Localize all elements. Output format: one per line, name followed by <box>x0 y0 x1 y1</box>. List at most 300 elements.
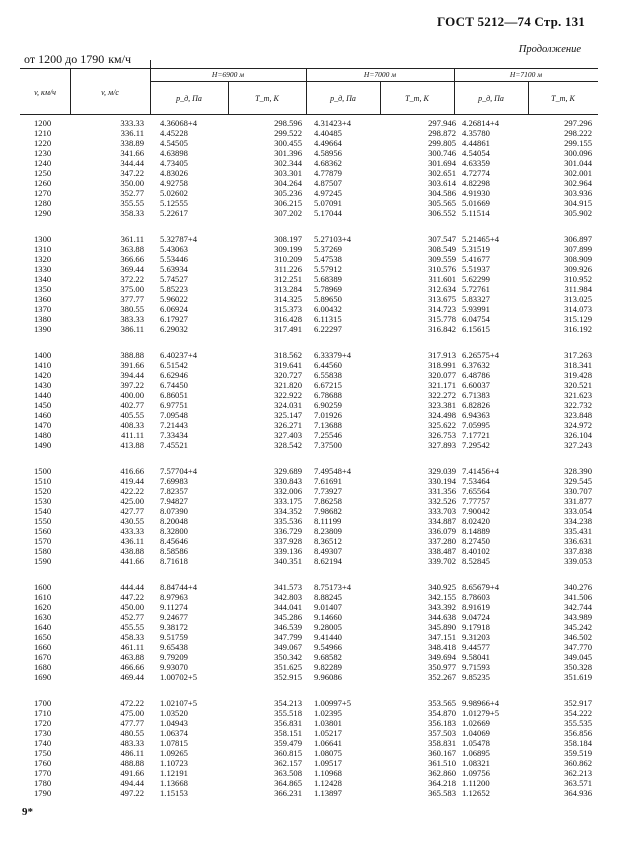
cell-p-7000: 9.54966 <box>314 642 342 652</box>
cell-p-7000: 1.00997+5 <box>314 698 352 708</box>
cell-v-ms: 472.22 <box>120 698 144 708</box>
cell-t-6900: 359.479 <box>274 738 302 748</box>
cell-p-7000: 7.13688 <box>314 420 342 430</box>
cell-t-7000: 353.565 <box>428 698 456 708</box>
cell-t-7000: 301.694 <box>428 158 456 168</box>
cell-t-7100: 318.341 <box>564 360 592 370</box>
cell-t-7000: 309.559 <box>428 254 456 264</box>
table-row <box>20 234 598 244</box>
cell-t-6900: 346.539 <box>274 622 302 632</box>
cell-v-kmh: 1400 <box>34 350 52 360</box>
cell-p-6900: 7.69983 <box>160 476 188 486</box>
cell-v-ms: 366.66 <box>120 254 144 264</box>
cell-v-kmh: 1280 <box>34 198 52 208</box>
cell-v-kmh: 1620 <box>34 602 52 612</box>
cell-p-7100: 4.26814+4 <box>462 118 500 128</box>
cell-p-6900: 7.94827 <box>160 496 188 506</box>
cell-t-7000: 339.702 <box>428 556 456 566</box>
cell-v-kmh: 1730 <box>34 728 52 738</box>
cell-p-6900: 8.97963 <box>160 592 188 602</box>
cell-p-7100: 5.72761 <box>462 284 490 294</box>
cell-t-7000: 308.549 <box>428 244 456 254</box>
cell-t-6900: 306.215 <box>274 198 302 208</box>
cell-p-6900: 8.20048 <box>160 516 188 526</box>
cell-p-7000: 5.07091 <box>314 198 342 208</box>
cell-p-6900: 1.02107+5 <box>160 698 198 708</box>
cell-v-ms: 411.11 <box>121 430 144 440</box>
cell-p-7100: 5.41677 <box>462 254 490 264</box>
cell-v-kmh: 1690 <box>34 672 52 682</box>
cell-p-7100: 5.83327 <box>462 294 490 304</box>
cell-p-7100: 7.29542 <box>462 440 490 450</box>
cell-v-kmh: 1520 <box>34 486 52 496</box>
cell-p-7000: 6.90259 <box>314 400 342 410</box>
cell-t-7000: 334.887 <box>428 516 456 526</box>
cell-p-7100: 5.01669 <box>462 198 490 208</box>
cell-t-7000: 343.392 <box>428 602 456 612</box>
cell-p-6900: 5.32787+4 <box>160 234 198 244</box>
cell-t-7000: 352.267 <box>428 672 456 682</box>
cell-v-ms: 344.44 <box>120 158 144 168</box>
cell-t-7100: 307.899 <box>564 244 592 254</box>
cell-v-ms: 469.44 <box>120 672 144 682</box>
cell-t-6900: 302.344 <box>274 158 302 168</box>
cell-p-7100: 7.77757 <box>462 496 490 506</box>
cell-t-6900: 345.286 <box>274 612 302 622</box>
cell-t-7100: 334.238 <box>564 516 592 526</box>
speed-range-label <box>24 52 131 67</box>
table-row <box>20 410 598 420</box>
cell-p-7100: 9.44577 <box>462 642 490 652</box>
cell-p-7100: 9.31203 <box>462 632 490 642</box>
cell-t-6900: 313.284 <box>274 284 302 294</box>
cell-t-7100: 345.242 <box>564 622 592 632</box>
cell-p-7000: 6.78688 <box>314 390 342 400</box>
cell-t-7100: 360.862 <box>564 758 592 768</box>
cell-p-7000: 5.57912 <box>314 264 342 274</box>
cell-t-7000: 347.151 <box>428 632 456 642</box>
cell-p-6900: 5.02602 <box>160 188 188 198</box>
cell-v-ms: 369.44 <box>120 264 144 274</box>
cell-v-kmh: 1370 <box>34 304 52 314</box>
cell-v-ms: 352.77 <box>120 188 144 198</box>
cell-p-7100: 8.02420 <box>462 516 490 526</box>
cell-t-6900: 342.803 <box>274 592 302 602</box>
cell-p-7100: 7.05995 <box>462 420 490 430</box>
cell-p-6900: 7.09548 <box>160 410 188 420</box>
cell-v-ms: 430.55 <box>120 516 144 526</box>
table-row <box>20 602 598 612</box>
cell-v-kmh: 1250 <box>34 168 52 178</box>
cell-p-6900: 5.96022 <box>160 294 188 304</box>
cell-t-6900: 363.508 <box>274 768 302 778</box>
cell-t-6900: 355.518 <box>274 708 302 718</box>
cell-t-7000: 313.675 <box>428 294 456 304</box>
cell-p-6900: 7.45521 <box>160 440 188 450</box>
cell-v-kmh: 1320 <box>34 254 52 264</box>
cell-v-ms: 380.55 <box>120 304 144 314</box>
cell-v-ms: 333.33 <box>120 118 144 128</box>
cell-t-7100: 342.744 <box>564 602 592 612</box>
cell-t-6900: 334.352 <box>274 506 302 516</box>
cell-t-6900: 298.596 <box>274 118 302 128</box>
cell-t-7000: 336.079 <box>428 526 456 536</box>
col-header-p2: p_д, Па <box>330 94 356 103</box>
cell-v-ms: 486.11 <box>120 748 144 758</box>
table-row <box>20 118 598 128</box>
cell-t-7000: 329.039 <box>428 466 456 476</box>
cell-p-7100: 1.04069 <box>462 728 490 738</box>
cell-v-ms: 347.22 <box>120 168 144 178</box>
cell-p-7000: 1.05217 <box>314 728 342 738</box>
cell-p-7100: 9.17918 <box>462 622 490 632</box>
cell-v-ms: 413.88 <box>120 440 144 450</box>
table-row <box>20 536 598 546</box>
cell-p-7000: 5.27103+4 <box>314 234 352 244</box>
subheader-rule <box>150 81 598 82</box>
cell-p-7100: 1.11200 <box>462 778 490 788</box>
cell-t-7000: 307.547 <box>428 234 456 244</box>
cell-p-6900: 8.07390 <box>160 506 188 516</box>
cell-t-7100: 322.732 <box>564 400 592 410</box>
cell-p-7000: 4.58956 <box>314 148 342 158</box>
cell-p-6900: 7.33434 <box>160 430 188 440</box>
cell-v-kmh: 1780 <box>34 778 52 788</box>
cell-p-6900: 7.21443 <box>160 420 188 430</box>
cell-v-kmh: 1530 <box>34 496 52 506</box>
cell-v-kmh: 1650 <box>34 632 52 642</box>
cell-t-7000: 304.586 <box>428 188 456 198</box>
cell-p-6900: 6.62946 <box>160 370 188 380</box>
cell-p-7100: 4.72774 <box>462 168 490 178</box>
cell-p-7100: 1.01279+5 <box>462 708 500 718</box>
cell-t-7000: 310.576 <box>428 264 456 274</box>
cell-v-ms: 477.77 <box>120 718 144 728</box>
cell-t-7000: 332.526 <box>428 496 456 506</box>
table-row <box>20 274 598 284</box>
cell-t-6900: 339.136 <box>274 546 302 556</box>
cell-v-ms: 497.22 <box>120 788 144 798</box>
cell-t-7100: 297.296 <box>564 118 592 128</box>
cell-v-kmh: 1200 <box>34 118 52 128</box>
cell-t-7000: 324.498 <box>428 410 456 420</box>
cell-t-7000: 326.753 <box>428 430 456 440</box>
cell-p-6900: 1.03520 <box>160 708 188 718</box>
cell-p-7000: 6.22297 <box>314 324 342 334</box>
cell-t-6900: 319.641 <box>274 360 302 370</box>
col-group-h1: H=6900 м <box>211 70 245 79</box>
cell-t-7000: 299.805 <box>428 138 456 148</box>
cell-p-7000: 6.11315 <box>314 314 342 324</box>
cell-t-6900: 350.342 <box>274 652 302 662</box>
cell-p-7000: 8.75173+4 <box>314 582 352 592</box>
table-row <box>20 440 598 450</box>
cell-t-7000: 333.703 <box>428 506 456 516</box>
cell-t-6900: 329.689 <box>274 466 302 476</box>
cell-t-6900: 304.264 <box>274 178 302 188</box>
cell-v-ms: 355.55 <box>120 198 144 208</box>
cell-v-kmh: 1220 <box>34 138 52 148</box>
col-header-p3: p_д, Па <box>478 94 504 103</box>
cell-v-ms: 452.77 <box>120 612 144 622</box>
cell-t-7000: 318.991 <box>428 360 456 370</box>
cell-p-7000: 7.01926 <box>314 410 342 420</box>
cell-p-7100: 4.54054 <box>462 148 490 158</box>
cell-t-7100: 346.502 <box>564 632 592 642</box>
cell-t-7000: 330.194 <box>428 476 456 486</box>
table-row <box>20 284 598 294</box>
cell-v-kmh: 1480 <box>34 430 52 440</box>
cell-t-7100: 317.263 <box>564 350 592 360</box>
cell-t-7100: 320.521 <box>564 380 592 390</box>
cell-p-7000: 4.97245 <box>314 188 342 198</box>
cell-t-7100: 331.877 <box>564 496 592 506</box>
table-row <box>20 314 598 324</box>
cell-p-6900: 6.97751 <box>160 400 188 410</box>
cell-p-7100: 1.02669 <box>462 718 490 728</box>
cell-t-7000: 325.622 <box>428 420 456 430</box>
cell-t-7000: 305.565 <box>428 198 456 208</box>
cell-v-ms: 338.89 <box>120 138 144 148</box>
table-row <box>20 642 598 652</box>
cell-t-7100: 355.535 <box>564 718 592 728</box>
cell-v-kmh: 1700 <box>34 698 52 708</box>
cell-t-6900: 344.041 <box>274 602 302 612</box>
cell-t-6900: 341.573 <box>274 582 302 592</box>
cell-t-7000: 316.842 <box>428 324 456 334</box>
cell-p-6900: 8.84744+4 <box>160 582 198 592</box>
col-divider <box>150 60 151 114</box>
table-row <box>20 506 598 516</box>
cell-t-7100: 352.917 <box>564 698 592 708</box>
cell-p-6900: 1.00702+5 <box>160 672 198 682</box>
cell-t-6900: 330.843 <box>274 476 302 486</box>
cell-p-7100: 5.93991 <box>462 304 490 314</box>
cell-p-7100: 9.85235 <box>462 672 490 682</box>
cell-p-7000: 9.28005 <box>314 622 342 632</box>
cell-p-7100: 1.12652 <box>462 788 490 798</box>
cell-t-7100: 351.619 <box>564 672 592 682</box>
cell-t-7100: 310.952 <box>564 274 592 284</box>
cell-t-7000: 327.893 <box>428 440 456 450</box>
cell-v-kmh: 1430 <box>34 380 52 390</box>
cell-v-kmh: 1630 <box>34 612 52 622</box>
cell-t-7000: 348.418 <box>428 642 456 652</box>
cell-p-7100: 8.52845 <box>462 556 490 566</box>
cell-t-7000: 297.946 <box>428 118 456 128</box>
cell-t-6900: 352.915 <box>274 672 302 682</box>
cell-t-6900: 318.562 <box>274 350 302 360</box>
cell-p-7000: 1.02395 <box>314 708 342 718</box>
cell-v-kmh: 1710 <box>34 708 52 718</box>
cell-v-kmh: 1540 <box>34 506 52 516</box>
table-row <box>20 662 598 672</box>
cell-p-7000: 7.73927 <box>314 486 342 496</box>
cell-t-7100: 337.838 <box>564 546 592 556</box>
table-row <box>20 360 598 370</box>
cell-p-7100: 6.94363 <box>462 410 490 420</box>
cell-t-7100: 330.707 <box>564 486 592 496</box>
table-row <box>20 198 598 208</box>
cell-p-7000: 5.68389 <box>314 274 342 284</box>
cell-v-kmh: 1640 <box>34 622 52 632</box>
cell-p-7100: 6.48786 <box>462 370 490 380</box>
cell-t-6900: 332.006 <box>274 486 302 496</box>
cell-v-kmh: 1490 <box>34 440 52 450</box>
cell-t-7100: 308.909 <box>564 254 592 264</box>
cell-t-7100: 328.390 <box>564 466 592 476</box>
cell-v-ms: 422.22 <box>120 486 144 496</box>
table-row <box>20 244 598 254</box>
cell-t-7000: 320.077 <box>428 370 456 380</box>
cell-p-7100: 8.91619 <box>462 602 490 612</box>
cell-p-6900: 8.45646 <box>160 536 188 546</box>
cell-p-7000: 1.09517 <box>314 758 342 768</box>
cell-t-6900: 300.455 <box>274 138 302 148</box>
cell-v-ms: 350.00 <box>120 178 144 188</box>
cell-v-kmh: 1550 <box>34 516 52 526</box>
speed-range-unit: км/ч <box>108 52 131 66</box>
cell-p-7000: 7.86258 <box>314 496 342 506</box>
cell-p-7000: 6.55838 <box>314 370 342 380</box>
cell-t-7100: 300.096 <box>564 148 592 158</box>
cell-v-ms: 483.33 <box>120 738 144 748</box>
cell-t-7100: 347.770 <box>564 642 592 652</box>
cell-t-7000: 331.356 <box>428 486 456 496</box>
cell-t-7000: 358.831 <box>428 738 456 748</box>
cell-p-7100: 5.31519 <box>462 244 490 254</box>
cell-t-6900: 309.199 <box>274 244 302 254</box>
cell-t-7100: 343.989 <box>564 612 592 622</box>
cell-v-ms: 480.55 <box>120 728 144 738</box>
cell-p-6900: 7.57704+4 <box>160 466 198 476</box>
cell-t-6900: 366.231 <box>274 788 302 798</box>
table-row <box>20 486 598 496</box>
cell-p-7100: 4.82298 <box>462 178 490 188</box>
cell-t-6900: 322.922 <box>274 390 302 400</box>
cell-v-ms: 475.00 <box>120 708 144 718</box>
cell-t-7000: 340.925 <box>428 582 456 592</box>
cell-p-7000: 8.23809 <box>314 526 342 536</box>
table-row <box>20 158 598 168</box>
cell-v-ms: 397.22 <box>120 380 144 390</box>
table-row <box>20 380 598 390</box>
cell-p-7100: 7.17721 <box>462 430 490 440</box>
cell-p-6900: 9.24677 <box>160 612 188 622</box>
cell-p-7100: 1.05478 <box>462 738 490 748</box>
cell-t-7000: 302.651 <box>428 168 456 178</box>
cell-p-7100: 9.58041 <box>462 652 490 662</box>
cell-v-kmh: 1390 <box>34 324 52 334</box>
cell-t-6900: 349.067 <box>274 642 302 652</box>
cell-t-6900: 305.236 <box>274 188 302 198</box>
cell-p-7000: 5.17044 <box>314 208 342 218</box>
cell-p-7100: 1.09756 <box>462 768 490 778</box>
cell-v-ms: 466.66 <box>120 662 144 672</box>
cell-t-7000: 306.552 <box>428 208 456 218</box>
cell-t-7000: 344.638 <box>428 612 456 622</box>
cell-p-7000: 4.87507 <box>314 178 342 188</box>
cell-v-kmh: 1610 <box>34 592 52 602</box>
cell-v-ms: 433.33 <box>120 526 144 536</box>
cell-v-kmh: 1290 <box>34 208 52 218</box>
cell-t-7100: 339.053 <box>564 556 592 566</box>
cell-v-ms: 388.88 <box>120 350 144 360</box>
cell-v-kmh: 1500 <box>34 466 52 476</box>
cell-p-7000: 9.82289 <box>314 662 342 672</box>
cell-t-7000: 298.872 <box>428 128 456 138</box>
cell-t-7100: 303.936 <box>564 188 592 198</box>
cell-t-6900: 307.202 <box>274 208 302 218</box>
table-row <box>20 582 598 592</box>
cell-v-ms: 450.00 <box>120 602 144 612</box>
table-row <box>20 748 598 758</box>
cell-t-6900: 303.301 <box>274 168 302 178</box>
cell-p-6900: 1.09265 <box>160 748 188 758</box>
cell-t-7100: 321.623 <box>564 390 592 400</box>
cell-p-7100: 7.90042 <box>462 506 490 516</box>
cell-v-kmh: 1590 <box>34 556 52 566</box>
cell-t-7000: 337.280 <box>428 536 456 546</box>
cell-p-7100: 4.91930 <box>462 188 490 198</box>
cell-t-6900: 317.491 <box>274 324 302 334</box>
cell-v-kmh: 1570 <box>34 536 52 546</box>
table-row <box>20 466 598 476</box>
cell-t-7100: 302.964 <box>564 178 592 188</box>
cell-v-ms: 494.44 <box>120 778 144 788</box>
table-row <box>20 622 598 632</box>
cell-p-7100: 9.98966+4 <box>462 698 500 708</box>
cell-p-6900: 6.51542 <box>160 360 188 370</box>
col-header-v-kmh: v, км/ч <box>34 88 56 97</box>
cell-p-7000: 4.40485 <box>314 128 342 138</box>
cell-v-ms: 408.33 <box>120 420 144 430</box>
cell-t-7100: 326.104 <box>564 430 592 440</box>
cell-p-6900: 1.06374 <box>160 728 188 738</box>
cell-p-6900: 6.86051 <box>160 390 188 400</box>
cell-t-7000: 312.634 <box>428 284 456 294</box>
cell-v-ms: 375.00 <box>120 284 144 294</box>
cell-v-kmh: 1270 <box>34 188 52 198</box>
cell-t-7100: 319.428 <box>564 370 592 380</box>
cell-t-7100: 358.184 <box>564 738 592 748</box>
table-row <box>20 168 598 178</box>
cell-t-7100: 305.902 <box>564 208 592 218</box>
cell-p-6900: 4.63898 <box>160 148 188 158</box>
cell-t-7000: 317.913 <box>428 350 456 360</box>
cell-v-kmh: 1750 <box>34 748 52 758</box>
cell-p-6900: 4.54505 <box>160 138 188 148</box>
cell-p-7000: 7.98682 <box>314 506 342 516</box>
cell-v-kmh: 1670 <box>34 652 52 662</box>
cell-p-6900: 1.07815 <box>160 738 188 748</box>
cell-p-7100: 7.65564 <box>462 486 490 496</box>
cell-p-6900: 5.53446 <box>160 254 188 264</box>
cell-p-7000: 4.68362 <box>314 158 342 168</box>
cell-p-6900: 8.71618 <box>160 556 188 566</box>
cell-p-7100: 4.63359 <box>462 158 490 168</box>
continuation-label: Продолжение <box>518 44 581 55</box>
cell-v-kmh: 1600 <box>34 582 52 592</box>
cell-v-kmh: 1510 <box>34 476 52 486</box>
cell-p-7100: 4.44861 <box>462 138 490 148</box>
table-row <box>20 324 598 334</box>
table-row <box>20 188 598 198</box>
cell-p-7100: 9.71593 <box>462 662 490 672</box>
cell-p-7100: 8.14889 <box>462 526 490 536</box>
cell-t-6900: 358.151 <box>274 728 302 738</box>
table-row <box>20 138 598 148</box>
